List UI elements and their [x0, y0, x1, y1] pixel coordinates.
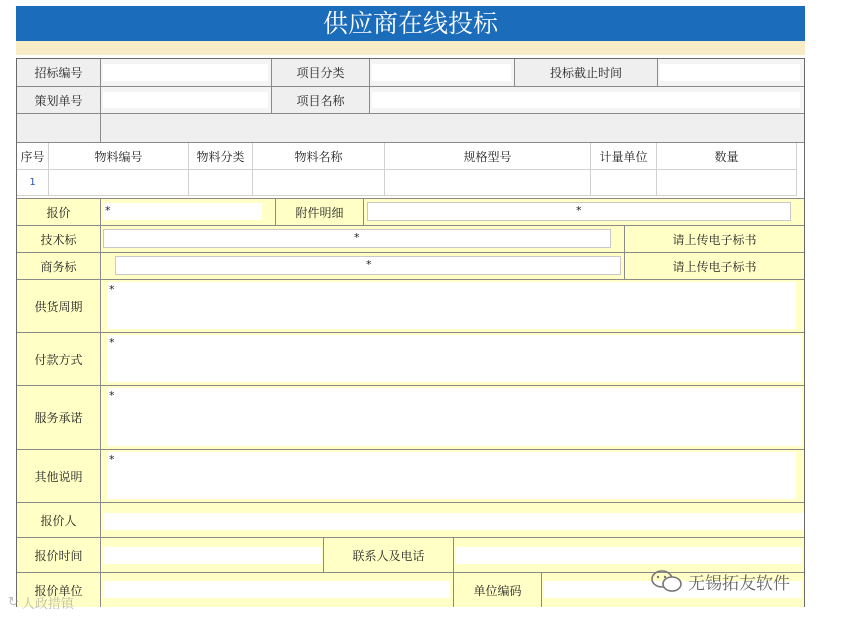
other-cell [101, 450, 804, 503]
service-cell [101, 386, 804, 450]
bid-deadline-label: 投标截止时间 [515, 59, 658, 87]
watermark-left-text: 人政措镇 [21, 596, 74, 612]
row-unit[interactable] [591, 170, 657, 196]
blank-label-cell [17, 114, 101, 143]
row-index: 1 [17, 170, 49, 196]
watermark-left [8, 592, 118, 612]
payment-label: 付款方式 [17, 333, 101, 386]
plan-no-label: 策划单号 [17, 87, 101, 114]
wechat-icon [650, 569, 684, 593]
watermark-right-text: 无锡拓友软件 [688, 573, 790, 594]
quote-input[interactable] [103, 203, 262, 220]
supply-period-textarea[interactable] [107, 282, 796, 329]
watermark-left-icon: ↻ [8, 594, 19, 610]
payment-required-mark: * [109, 336, 115, 349]
other-textarea[interactable] [107, 452, 796, 499]
quote-time-label: 报价时间 [17, 538, 101, 573]
commercial-upload-button[interactable]: 请上传电子标书 [625, 253, 804, 280]
project-category-field[interactable] [372, 64, 511, 81]
col-header-spec: 规格型号 [385, 143, 591, 170]
other-required-mark: * [109, 453, 115, 466]
project-name-cell [370, 87, 804, 114]
project-name-field[interactable] [372, 92, 800, 108]
supply-period-required-mark: * [109, 283, 115, 296]
contact-label: 联系人及电话 [324, 538, 454, 573]
attachment-cell [364, 199, 804, 226]
attachment-label: 附件明细 [276, 199, 364, 226]
bid-no-label: 招标编号 [17, 59, 101, 87]
bid-no-cell [101, 59, 272, 87]
technical-file-field[interactable] [103, 229, 611, 248]
technical-required-mark: * [354, 231, 360, 244]
service-textarea[interactable] [107, 388, 802, 446]
row-material-category[interactable] [189, 170, 253, 196]
plan-no-field[interactable] [103, 92, 268, 108]
commercial-cell [101, 253, 625, 280]
bid-deadline-cell [658, 59, 804, 87]
col-header-material-name: 物料名称 [253, 143, 385, 170]
commercial-label: 商务标 [17, 253, 101, 280]
col-header-unit: 计量单位 [591, 143, 657, 170]
commercial-required-mark: * [366, 258, 372, 271]
payment-textarea[interactable] [107, 335, 802, 382]
plan-no-cell [101, 87, 272, 114]
technical-label: 技术标 [17, 226, 101, 253]
supply-period-label: 供货周期 [17, 280, 101, 333]
attachment-upload-field[interactable] [367, 202, 791, 221]
project-name-label: 项目名称 [272, 87, 370, 114]
quote-unit-field[interactable] [103, 581, 450, 598]
payment-cell [101, 333, 804, 386]
quote-label: 报价 [17, 199, 101, 226]
contact-field[interactable] [456, 547, 802, 564]
bid-form [16, 58, 805, 607]
project-category-cell [370, 59, 515, 87]
quote-time-cell [101, 538, 324, 573]
col-header-material-category: 物料分类 [189, 143, 253, 170]
commercial-file-field[interactable] [115, 256, 621, 275]
items-table [17, 143, 804, 199]
quoter-cell [101, 503, 804, 538]
bid-deadline-field[interactable] [660, 64, 800, 81]
service-label: 服务承诺 [17, 386, 101, 450]
project-category-label: 项目分类 [272, 59, 370, 87]
other-label: 其他说明 [17, 450, 101, 503]
quoter-field[interactable] [103, 513, 804, 530]
watermark-right [650, 568, 820, 594]
blank-wide-cell [101, 114, 804, 143]
technical-cell [101, 226, 625, 253]
quote-required-mark: * [105, 204, 111, 217]
quote-cell [101, 199, 276, 226]
row-material-code[interactable] [49, 170, 189, 196]
col-header-index: 序号 [17, 143, 49, 170]
row-qty[interactable] [657, 170, 797, 196]
service-required-mark: * [109, 389, 115, 402]
bid-no-field[interactable] [103, 64, 268, 81]
row-spec[interactable] [385, 170, 591, 196]
page-title: 供应商在线投标 [16, 6, 805, 41]
quote-unit-label: 报价单位 [17, 573, 101, 607]
supply-period-cell [101, 280, 804, 333]
col-header-qty: 数量 [657, 143, 797, 170]
technical-upload-button[interactable]: 请上传电子标书 [625, 226, 804, 253]
col-header-material-code: 物料编号 [49, 143, 189, 170]
quote-unit-cell [101, 573, 454, 607]
attachment-required-mark: * [576, 204, 582, 217]
quoter-label: 报价人 [17, 503, 101, 538]
unit-code-label: 单位编码 [454, 573, 542, 607]
row-material-name[interactable] [253, 170, 385, 196]
quote-time-field[interactable] [103, 547, 322, 564]
title-band [16, 41, 805, 55]
